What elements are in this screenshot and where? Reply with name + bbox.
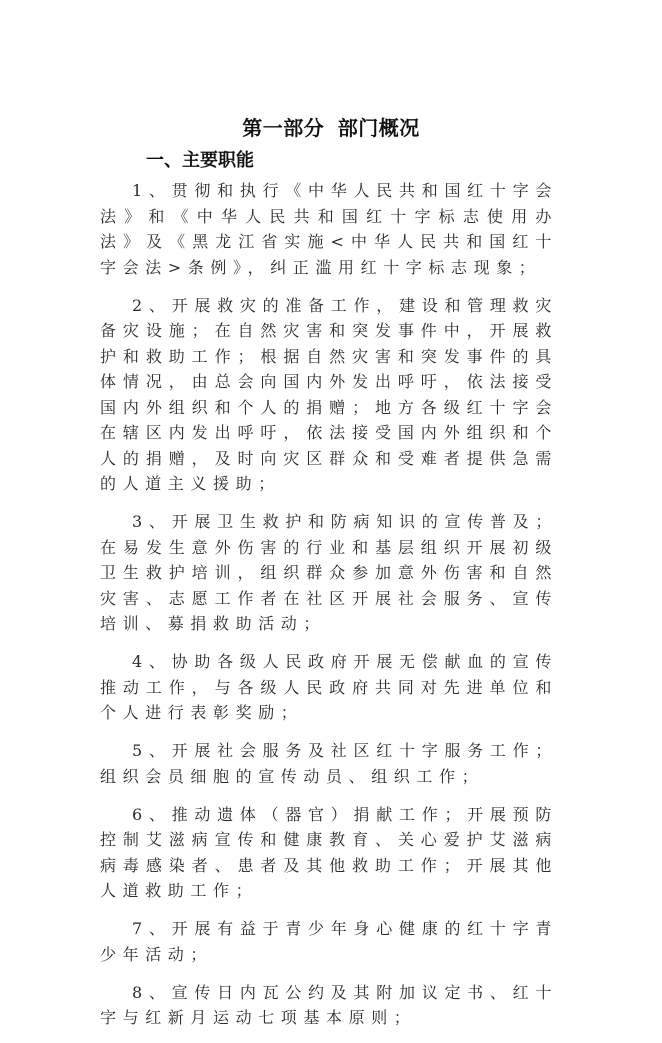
section-heading: 一、主要职能 xyxy=(146,150,254,171)
paragraph-6: 6、推动遗体（器官）捐献工作；开展预防控制艾滋病宣传和健康教育、关心爱护艾滋病病毒感染者、患者及其他救助工作；开展其他人道救助工作； xyxy=(100,804,558,900)
paragraph-4: 4、协助各级人民政府开展无偿献血的宣传推动工作，与各级人民政府共同对先进单位和个人进行表彰奖励； xyxy=(100,652,558,722)
body-text xyxy=(100,178,558,1043)
paragraph-8: 8、宣传日内瓦公约及其附加议定书、红十字与红新月运动七项基本原则； xyxy=(100,982,558,1027)
paragraph-2: 2、开展救灾的准备工作，建设和管理救灾备灾设施；在自然灾害和突发事件中，开展救护和救助工作；根据自然灾害和突发事件的具体情况，由总会向国内外发出呼吁，依法接受国内外组织和个人的捐赠；地方各级红十字会在辖区内发出呼吁，依法接受国内外组织和个人的捐赠，及时向灾区群众和受难者提供急需的人道主义援助； xyxy=(100,295,558,493)
page-title: 第一部分 部门概况 xyxy=(242,116,420,140)
paragraph-3: 3、开展卫生救护和防病知识的宣传普及；在易发生意外伤害的行业和基层组织开展初级卫生救护培训，组织群众参加意外伤害和自然灾害、志愿工作者在社区开展社会服务、宣传培训、募捐救助活动； xyxy=(100,512,558,633)
paragraph-5: 5、开展社会服务及社区红十字服务工作；组织会员细胞的宣传动员、组织工作； xyxy=(100,741,558,786)
paragraph-7: 7、开展有益于青少年身心健康的红十字青少年活动； xyxy=(100,919,558,964)
paragraph-1: 1、贯彻和执行《中华人民共和国红十字会法》和《中华人民共和国红十字标志使用办法》及《黑龙江省实施<中华人民共和国红十字会法>条例》，纠正滥用红十字标志现象； xyxy=(100,181,558,277)
